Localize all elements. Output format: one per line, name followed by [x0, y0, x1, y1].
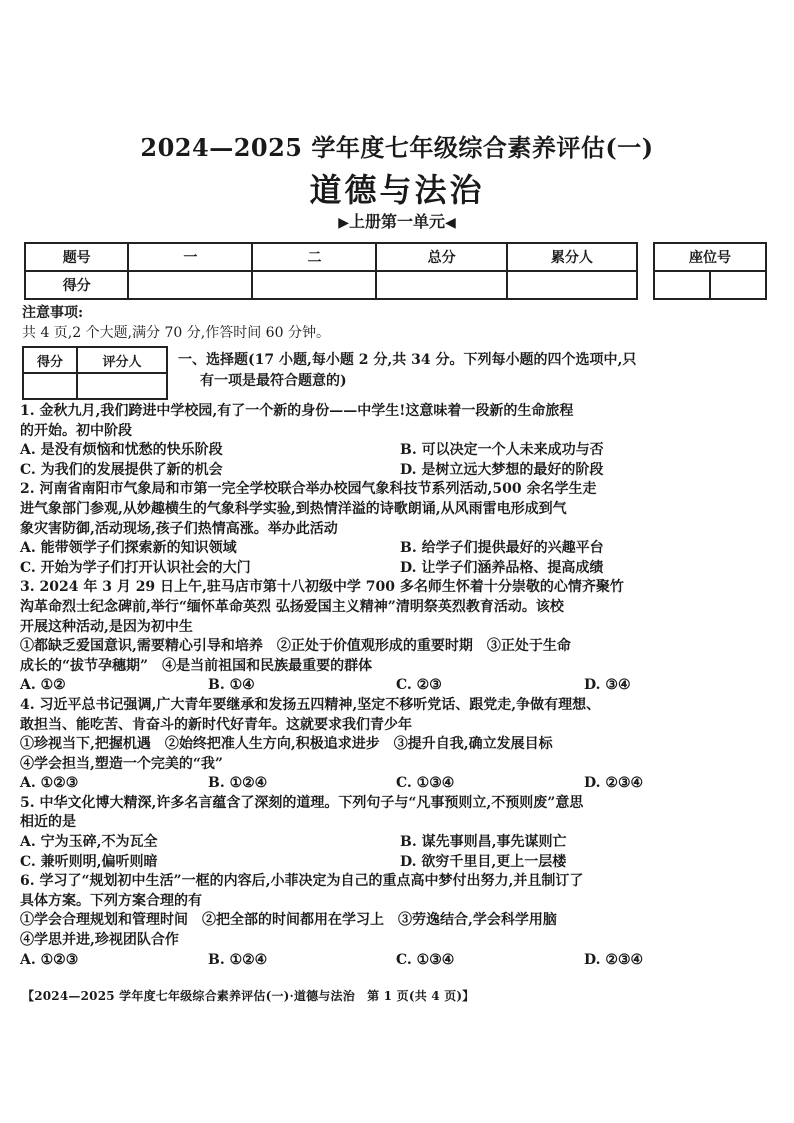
option-row [20, 559, 780, 579]
question-item [20, 794, 780, 872]
option-row [20, 833, 780, 853]
question-item [20, 696, 780, 794]
score-input-cell[interactable] [252, 271, 376, 299]
score-cell: 总分 [376, 243, 506, 271]
notes-text: 共 4 页,2 个大题,满分 70 分,作答时间 60 分钟。 [22, 325, 330, 341]
section-heading-line: 一、选择题(17 小题,每小题 2 分,共 34 分。下列每小题的四个选项中,只 [178, 352, 637, 368]
score-cell: 一 [128, 243, 252, 271]
question-item [20, 872, 780, 970]
seat-number-label: 座位号 [654, 243, 766, 271]
answer-option[interactable]: A. 宁为玉碎,不为瓦全 [20, 834, 158, 851]
question-item [20, 402, 780, 480]
triangle-left-icon: ◀ [445, 215, 456, 231]
question-text-line: ①珍视当下,把握机遇 ②始终把准人生方向,积极追求进步 ③提升自我,确立发展目标 [20, 736, 553, 753]
answer-option[interactable]: D. ②③④ [584, 775, 644, 792]
question-text-line: 开展这种活动,是因为初中生 [20, 618, 193, 635]
option-row [20, 539, 780, 559]
unit-text: 上册第一单元 [348, 212, 445, 231]
grader-name-input-cell[interactable] [77, 373, 167, 399]
score-input-cell[interactable] [128, 271, 252, 299]
question-text-line: ④学思并进,珍视团队合作 [20, 932, 179, 949]
answer-option[interactable]: D. 让学子们涵养品格、提高成绩 [400, 559, 604, 576]
answer-option[interactable]: B. 给学子们提供最好的兴趣平台 [400, 540, 604, 557]
answer-option[interactable]: A. 是没有烦恼和忧愁的快乐阶段 [20, 442, 223, 459]
score-table-header-row [25, 243, 637, 271]
answer-option[interactable]: B. ①④ [208, 677, 255, 694]
question-text-line: ①学会合理规划和管理时间 ②把全部的时间都用在学习上 ③劳逸结合,学会科学用脑 [20, 912, 557, 929]
question-text-line: 4. 习近平总书记强调,广大青年要继承和发扬五四精神,坚定不移听党话、跟党走,争做有理想、 [20, 696, 601, 713]
question-text-line: 沟革命烈士纪念碑前,举行“缅怀革命英烈 弘扬爱国主义精神”清明祭英烈教育活动。该校 [20, 598, 564, 615]
notes-title: 注意事项: [22, 305, 84, 321]
answer-option[interactable]: C. ①③④ [396, 951, 455, 968]
seat-number-input-cell[interactable] [654, 271, 710, 299]
answer-option[interactable]: C. ①③④ [396, 775, 455, 792]
option-row [20, 676, 780, 696]
grader-table [22, 346, 168, 400]
answer-option[interactable]: C. 兼听则明,偏听则暗 [20, 853, 158, 870]
subject-title: 道德与法治 [309, 171, 485, 209]
answer-option[interactable]: B. ①②④ [208, 951, 268, 968]
answer-option[interactable]: C. ②③ [396, 677, 442, 694]
unit-label [0, 209, 794, 232]
answer-option[interactable]: D. 欲穷千里目,更上一层楼 [400, 853, 567, 870]
exam-title: 2024—2025 学年度七年级综合素养评估(一) [140, 133, 654, 162]
option-row [20, 853, 780, 873]
question-text-line: 1. 金秋九月,我们跨进中学校园,有了一个新的身份——中学生!这意味着一段新的生命旅程 [20, 403, 574, 419]
answer-option[interactable]: B. 谋先事则昌,事先谋则亡 [400, 834, 567, 851]
option-row [20, 774, 780, 794]
answer-option[interactable]: A. 能带领学子们探索新的知识领域 [20, 540, 237, 557]
answer-option[interactable]: D. ③④ [584, 677, 631, 694]
question-text-line: 象灾害防御,活动现场,孩子们热情高涨。举办此活动 [20, 520, 338, 537]
answer-option[interactable]: C. 开始为学子们打开认识社会的大门 [20, 559, 251, 576]
answer-option[interactable]: A. ①② [20, 677, 66, 694]
question-text-line: 5. 中华文化博大精深,许多名言蕴含了深刻的道理。下列句子与“凡事预则立,不预则废”意思 [20, 794, 584, 811]
page-footer: 【2024—2025 学年度七年级综合素养评估(一)·道德与法治 第 1 页(共 4 页)】 [22, 989, 475, 1003]
option-row [20, 951, 780, 971]
question-item [20, 480, 780, 578]
question-text-line: ①都缺乏爱国意识,需要精心引导和培养 ②正处于价值观形成的重要时期 ③正处于生命 [20, 638, 571, 655]
answer-option[interactable]: D. ②③④ [584, 951, 644, 968]
question-text-line: ④学会担当,塑造一个完美的“我” [20, 755, 223, 772]
option-row [20, 441, 780, 461]
question-text-line: 相近的是 [20, 814, 76, 831]
question-text-line: 的开始。初中阶段 [20, 422, 132, 439]
score-cell: 题号 [25, 243, 128, 271]
grader-score-input-cell[interactable] [23, 373, 77, 399]
question-list [20, 402, 780, 970]
answer-option[interactable]: A. ①②③ [20, 775, 79, 792]
question-text-line: 2. 河南省南阳市气象局和市第一完全学校联合举办校园气象科技节系列活动,500 余名学生走 [20, 481, 597, 498]
question-text-line: 成长的“拔节孕穗期” ④是当前祖国和民族最重要的群体 [20, 657, 373, 674]
score-input-cell[interactable] [376, 271, 506, 299]
grader-score-label: 得分 [23, 347, 77, 373]
section-heading-line: 有一项是最符合题意的) [200, 373, 347, 389]
question-text-line: 3. 2024 年 3 月 29 日上午,驻马店市第十八初级中学 700 多名师生怀着十分崇敬的心情齐聚竹 [20, 579, 624, 596]
answer-option[interactable]: B. ①②④ [208, 775, 268, 792]
option-row [20, 461, 780, 481]
score-cell: 二 [252, 243, 376, 271]
answer-option[interactable]: C. 为我们的发展提供了新的机会 [20, 461, 223, 478]
score-cell: 得分 [25, 271, 128, 299]
question-text-line: 进气象部门参观,从妙趣横生的气象科学实验,到热情洋溢的诗歌朗诵,从风雨雷电形成到气 [20, 500, 567, 517]
question-text-line: 6. 学习了“规划初中生活”一框的内容后,小菲决定为自己的重点高中梦付出努力,并且制订了 [20, 873, 584, 890]
seat-number-table [653, 242, 767, 300]
score-table [24, 242, 638, 300]
section-heading [178, 350, 778, 392]
triangle-right-icon: ▶ [338, 215, 349, 231]
seat-number-input-cell[interactable] [710, 271, 766, 299]
grader-name-label: 评分人 [77, 347, 167, 373]
score-cell: 累分人 [507, 243, 637, 271]
score-table-score-row [25, 271, 637, 299]
answer-option[interactable]: B. 可以决定一个人未来成功与否 [400, 442, 604, 459]
score-input-cell[interactable] [507, 271, 637, 299]
question-text-line: 敢担当、能吃苦、肯奋斗的新时代好青年。这就要求我们青少年 [20, 716, 412, 733]
answer-option[interactable]: D. 是树立远大梦想的最好的阶段 [400, 461, 604, 478]
answer-option[interactable]: A. ①②③ [20, 951, 79, 968]
question-text-line: 具体方案。下列方案合理的有 [20, 892, 202, 909]
question-item [20, 578, 780, 696]
